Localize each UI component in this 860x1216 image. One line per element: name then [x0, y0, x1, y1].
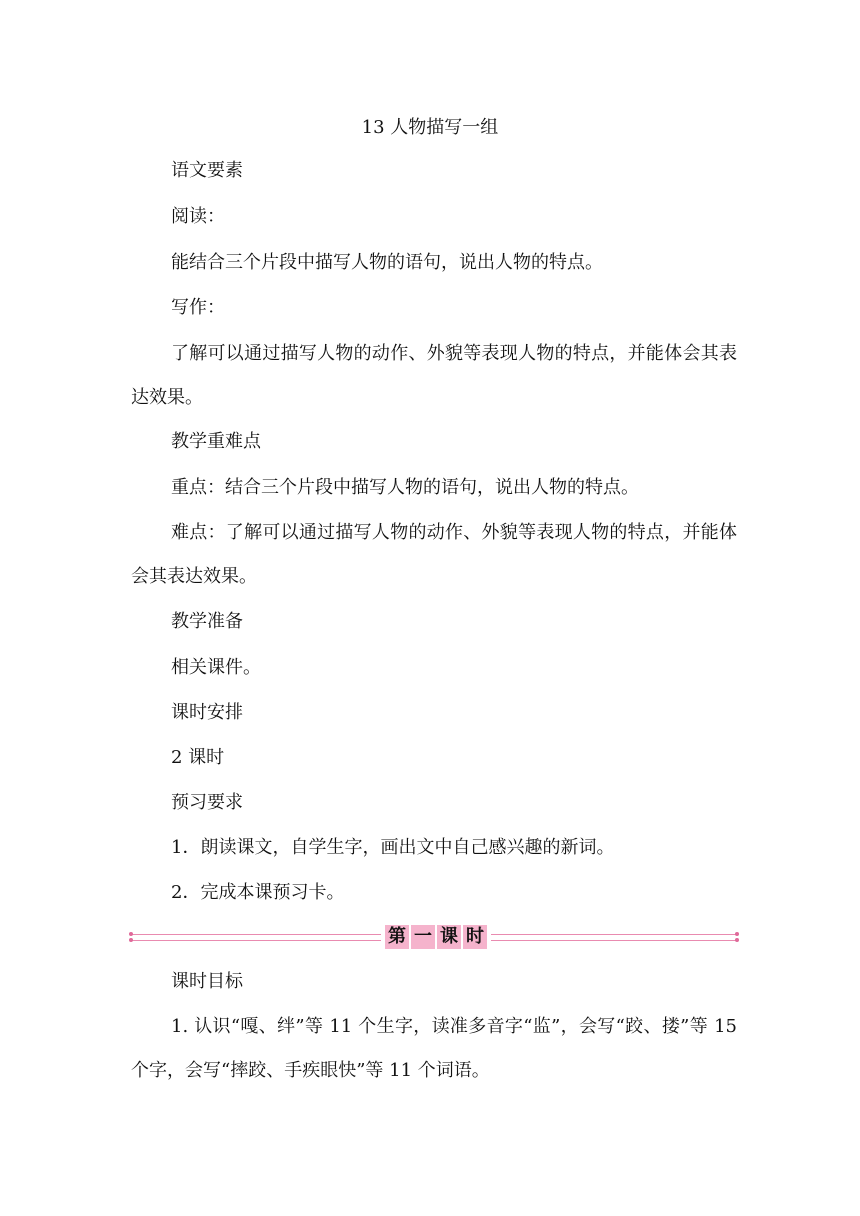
lesson-goal-1: 1. 认识“嘎、绊”等 11 个生字，读准多音字“监”，会写“跤、搂”等 15 个字，会写“摔跤、手疾眼快”等 11 个词语。: [131, 1016, 737, 1081]
difficult-point: 难点：了解可以通过描写人物的动作、外貌等表现人物的特点，并能体会其表达效果。: [131, 522, 737, 587]
divider-dot-right-bottom: [735, 938, 739, 942]
first-lesson-badge: [381, 925, 491, 951]
heading-key-difficult-points: 教学重难点: [171, 431, 261, 452]
lesson-title: 13 人物描写一组: [361, 117, 499, 138]
first-lesson-divider: [131, 923, 737, 953]
reading-label: 阅读：: [171, 206, 225, 227]
writing-label: 写作：: [171, 297, 225, 318]
heading-teaching-prep: 教学准备: [171, 611, 243, 632]
divider-dot-left-bottom: [129, 938, 133, 942]
preview-item-2: 2．完成本课预习卡。: [171, 882, 345, 903]
badge-char-2: 一: [411, 925, 435, 949]
heading-schedule: 课时安排: [171, 702, 243, 723]
badge-char-4: 时: [463, 925, 487, 949]
divider-dot-right-top: [735, 932, 739, 936]
badge-char-3: 课: [437, 925, 461, 949]
divider-dot-left-top: [129, 932, 133, 936]
writing-text: 了解可以通过描写人物的动作、外貌等表现人物的特点，并能体会其表达效果。: [131, 343, 737, 408]
preview-item-1: 1．朗读课文，自学生字，画出文中自己感兴趣的新词。: [171, 837, 615, 858]
key-point: 重点：结合三个片段中描写人物的语句，说出人物的特点。: [171, 477, 639, 498]
schedule-text: 2 课时: [171, 747, 225, 768]
reading-text: 能结合三个片段中描写人物的语句，说出人物的特点。: [171, 252, 603, 273]
heading-lesson-goals: 课时目标: [171, 971, 243, 992]
heading-language-elements: 语文要素: [171, 160, 243, 181]
badge-char-1: 第: [385, 925, 409, 949]
teaching-prep-text: 相关课件。: [171, 657, 261, 678]
heading-preview-requirements: 预习要求: [171, 792, 243, 813]
